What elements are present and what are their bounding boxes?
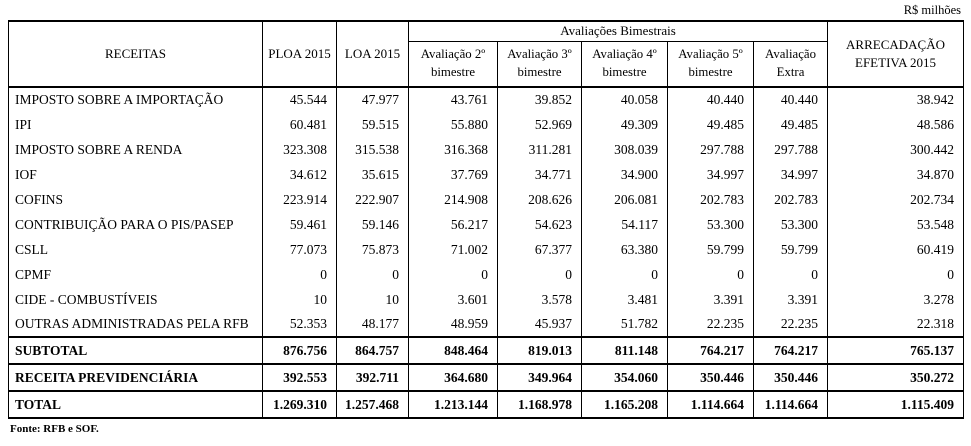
- header-subcol-line: bimestre: [688, 64, 733, 79]
- header-avaliacoes-bimestrais: Avaliações Bimestrais: [409, 21, 828, 41]
- value-cell: 392.711: [337, 364, 409, 391]
- header-loa-2015: LOA 2015: [337, 21, 409, 87]
- table-row: [9, 162, 964, 187]
- value-cell: 3.391: [754, 287, 828, 312]
- value-cell: 45.544: [263, 87, 337, 112]
- value-cell: 1.115.409: [828, 391, 964, 418]
- table-row: [9, 312, 964, 337]
- value-cell: 1.213.144: [409, 391, 498, 418]
- value-cell: 52.969: [498, 112, 582, 137]
- value-cell: 35.615: [337, 162, 409, 187]
- value-cell: 48.177: [337, 312, 409, 337]
- value-cell: 811.148: [582, 337, 668, 364]
- header-arrecadacao-efetiva: [828, 21, 964, 87]
- value-cell: 56.217: [409, 212, 498, 237]
- row-label: IMPOSTO SOBRE A IMPORTAÇÃO: [9, 87, 263, 112]
- row-label: IMPOSTO SOBRE A RENDA: [9, 137, 263, 162]
- row-label: CONTRIBUIÇÃO PARA O PIS/PASEP: [9, 212, 263, 237]
- value-cell: 34.997: [668, 162, 754, 187]
- revenue-table: [8, 20, 964, 419]
- value-cell: 60.481: [263, 112, 337, 137]
- header-subcol: [409, 41, 498, 87]
- value-cell: 3.391: [668, 287, 754, 312]
- value-cell: 3.278: [828, 287, 964, 312]
- header-arrecadacao-line1: ARRECADAÇÃO: [846, 37, 946, 53]
- row-label: RECEITA PREVIDENCIÁRIA: [9, 364, 263, 391]
- value-cell: 3.481: [582, 287, 668, 312]
- value-cell: 40.440: [754, 87, 828, 112]
- table-body: [9, 87, 964, 418]
- value-cell: 10: [337, 287, 409, 312]
- header-receitas: RECEITAS: [9, 21, 263, 87]
- value-cell: 59.146: [337, 212, 409, 237]
- value-cell: 71.002: [409, 237, 498, 262]
- value-cell: 864.757: [337, 337, 409, 364]
- value-cell: 764.217: [668, 337, 754, 364]
- value-cell: 1.168.978: [498, 391, 582, 418]
- header-subcol-line: Avaliação: [765, 47, 816, 62]
- value-cell: 202.783: [754, 187, 828, 212]
- value-cell: 49.485: [668, 112, 754, 137]
- value-cell: 39.852: [498, 87, 582, 112]
- row-label: OUTRAS ADMINISTRADAS PELA RFB: [9, 312, 263, 337]
- value-cell: 1.114.664: [754, 391, 828, 418]
- value-cell: 202.783: [668, 187, 754, 212]
- value-cell: 54.117: [582, 212, 668, 237]
- value-cell: 350.446: [668, 364, 754, 391]
- value-cell: 300.442: [828, 137, 964, 162]
- source-note: Fonte: RFB e SOF.: [10, 423, 99, 435]
- value-cell: 202.734: [828, 187, 964, 212]
- value-cell: 311.281: [498, 137, 582, 162]
- value-cell: 876.756: [263, 337, 337, 364]
- value-cell: 34.900: [582, 162, 668, 187]
- header-subcol-line: bimestre: [517, 64, 562, 79]
- value-cell: 45.937: [498, 312, 582, 337]
- value-cell: 3.578: [498, 287, 582, 312]
- row-label: CPMF: [9, 262, 263, 287]
- value-cell: 40.440: [668, 87, 754, 112]
- header-subcol-line: bimestre: [602, 64, 647, 79]
- row-label: COFINS: [9, 187, 263, 212]
- value-cell: 206.081: [582, 187, 668, 212]
- value-cell: 43.761: [409, 87, 498, 112]
- value-cell: 67.377: [498, 237, 582, 262]
- value-cell: 0: [409, 262, 498, 287]
- value-cell: 34.771: [498, 162, 582, 187]
- value-cell: 223.914: [263, 187, 337, 212]
- value-cell: 48.959: [409, 312, 498, 337]
- value-cell: 75.873: [337, 237, 409, 262]
- value-cell: 54.623: [498, 212, 582, 237]
- header-subcol-line: Avaliação 5º: [678, 47, 743, 62]
- value-cell: 49.485: [754, 112, 828, 137]
- value-cell: 0: [498, 262, 582, 287]
- value-cell: 34.870: [828, 162, 964, 187]
- value-cell: 1.114.664: [668, 391, 754, 418]
- table-row: [9, 212, 964, 237]
- value-cell: 60.419: [828, 237, 964, 262]
- value-cell: 364.680: [409, 364, 498, 391]
- table-row: [9, 237, 964, 262]
- header-subcol-line: bimestre: [430, 64, 476, 79]
- value-cell: 40.058: [582, 87, 668, 112]
- value-cell: 3.601: [409, 287, 498, 312]
- value-cell: 59.515: [337, 112, 409, 137]
- value-cell: 764.217: [754, 337, 828, 364]
- value-cell: 350.446: [754, 364, 828, 391]
- value-cell: 297.788: [668, 137, 754, 162]
- value-cell: 53.300: [754, 212, 828, 237]
- value-cell: 0: [263, 262, 337, 287]
- value-cell: 38.942: [828, 87, 964, 112]
- value-cell: 53.300: [668, 212, 754, 237]
- table-row: [9, 287, 964, 312]
- header-subcol: [668, 41, 754, 87]
- value-cell: 48.586: [828, 112, 964, 137]
- header-subcol: [582, 41, 668, 87]
- value-cell: 59.461: [263, 212, 337, 237]
- value-cell: 51.782: [582, 312, 668, 337]
- value-cell: 0: [754, 262, 828, 287]
- value-cell: 308.039: [582, 137, 668, 162]
- value-cell: 63.380: [582, 237, 668, 262]
- value-cell: 22.318: [828, 312, 964, 337]
- value-cell: 349.964: [498, 364, 582, 391]
- value-cell: 55.880: [409, 112, 498, 137]
- table-header: [9, 21, 964, 87]
- value-cell: 37.769: [409, 162, 498, 187]
- value-cell: 354.060: [582, 364, 668, 391]
- value-cell: 0: [668, 262, 754, 287]
- header-subcol-line: Avaliação 4º: [592, 47, 657, 62]
- value-cell: 53.548: [828, 212, 964, 237]
- header-subcol: [754, 41, 828, 87]
- value-cell: 208.626: [498, 187, 582, 212]
- row-label: CIDE - COMBUSTÍVEIS: [9, 287, 263, 312]
- value-cell: 49.309: [582, 112, 668, 137]
- row-label: IOF: [9, 162, 263, 187]
- value-cell: 848.464: [409, 337, 498, 364]
- row-label: SUBTOTAL: [9, 337, 263, 364]
- value-cell: 323.308: [263, 137, 337, 162]
- unit-label: R$ milhões: [903, 3, 961, 17]
- header-subcol-line: Avaliação 2º: [420, 47, 486, 62]
- row-label: CSLL: [9, 237, 263, 262]
- value-cell: 52.353: [263, 312, 337, 337]
- value-cell: 59.799: [754, 237, 828, 262]
- value-cell: 1.269.310: [263, 391, 337, 418]
- value-cell: 34.997: [754, 162, 828, 187]
- table-row: [9, 262, 964, 287]
- value-cell: 214.908: [409, 187, 498, 212]
- header-subcol-line: Avaliação 3º: [507, 47, 572, 62]
- value-cell: 0: [337, 262, 409, 287]
- table-row: [9, 112, 964, 137]
- row-label: IPI: [9, 112, 263, 137]
- header-ploa-2015: PLOA 2015: [263, 21, 337, 87]
- header-row-group: [9, 21, 964, 41]
- value-cell: 34.612: [263, 162, 337, 187]
- value-cell: 350.272: [828, 364, 964, 391]
- value-cell: 0: [828, 262, 964, 287]
- table-row: [9, 87, 964, 112]
- value-cell: 315.538: [337, 137, 409, 162]
- value-cell: 0: [582, 262, 668, 287]
- total-row: [9, 391, 964, 418]
- value-cell: 59.799: [668, 237, 754, 262]
- value-cell: 819.013: [498, 337, 582, 364]
- value-cell: 316.368: [409, 137, 498, 162]
- value-cell: 77.073: [263, 237, 337, 262]
- value-cell: 1.257.468: [337, 391, 409, 418]
- table-row: [9, 187, 964, 212]
- total-row: [9, 337, 964, 364]
- value-cell: 222.907: [337, 187, 409, 212]
- value-cell: 765.137: [828, 337, 964, 364]
- header-subcol: [498, 41, 582, 87]
- value-cell: 297.788: [754, 137, 828, 162]
- row-label: TOTAL: [9, 391, 263, 418]
- value-cell: 47.977: [337, 87, 409, 112]
- total-row: [9, 364, 964, 391]
- value-cell: 1.165.208: [582, 391, 668, 418]
- value-cell: 22.235: [668, 312, 754, 337]
- value-cell: 10: [263, 287, 337, 312]
- header-arrecadacao-line2: EFETIVA 2015: [855, 55, 937, 70]
- value-cell: 392.553: [263, 364, 337, 391]
- header-subcol-line: Extra: [776, 64, 805, 79]
- table-row: [9, 137, 964, 162]
- value-cell: 22.235: [754, 312, 828, 337]
